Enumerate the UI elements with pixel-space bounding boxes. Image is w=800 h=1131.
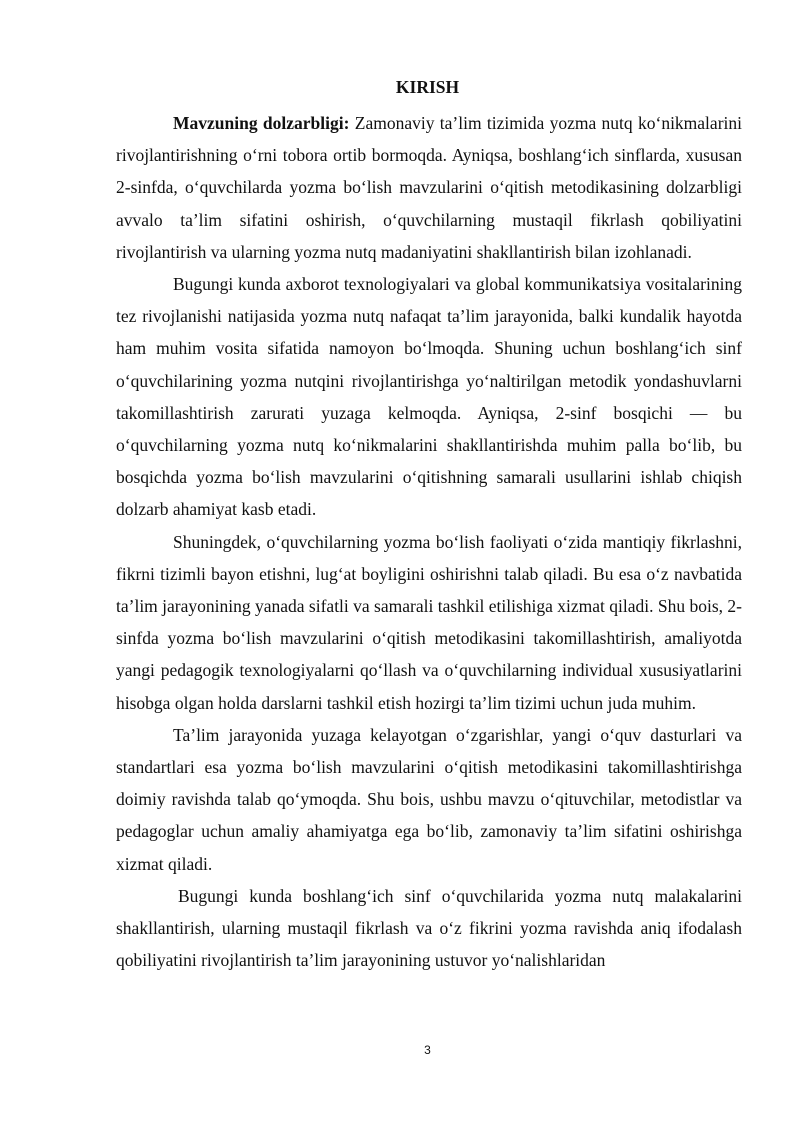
paragraph-standards: Ta’lim jarayonida yuzaga kelayotgan o‘zgarishlar, yangi o‘quv dasturlari va standartlari esa yozma bo‘lish mavzularini o‘qitish metodikasini takomillashtirishga doimiy ravishda talab qo‘ymoqda. Shu bois, ushbu mavzu o‘qituvchilar, metodistlar va pedagoglar uchun amaliy ahamiyatga ega bo‘lib, zamonaviy ta’lim sifatini oshirishga xizmat qiladi. xyxy=(116,724,742,874)
section-heading: KIRISH xyxy=(395,77,460,97)
paragraph-relevance xyxy=(116,107,742,268)
paragraph-text: Zamonaviy ta’lim tizimida yozma nutq ko‘nikmalarini rivojlantirishning o‘rni tobora ortib bormoqda. Ayniqsa, boshlang‘ich sinflarda, xususan 2-sinfda, o‘quvchilarda yozma bo‘lish mavzularini o‘qitish metodikasining dolzarbligi avvalo ta’lim sifatini oshirish, o‘quvchilarning mustaqil fikrlash qobiliyatini rivojlantirish va ularning yozma nutq madaniyatini shakllantirish bilan izohlanadi. xyxy=(116,113,742,262)
paragraph-lead: Mavzuning dolzarbligi: xyxy=(173,113,350,133)
paragraph-thinking: Shuningdek, o‘quvchilarning yozma bo‘lish faoliyati o‘zida mantiqiy fikrlashni, fikrni tizimli bayon etishni, lug‘at boyligini oshirishni talab qiladi. Bu esa o‘z navbatida ta’lim jarayonining yanada sifatli va samarali tashkil etilishiga xizmat qiladi. Shu bois, 2-sinfda yozma bo‘lish mavzularini o‘qitish metodikasini takomillashtirish, amaliyotda yangi pedagogik texnologiyalarni qo‘llash va o‘quvchilarning individual xususiyatlarini hisobga olgan holda darslarni tashkil etish hozirgi ta’lim tizimi uchun juda muhim. xyxy=(116,531,742,713)
body-text xyxy=(116,107,742,976)
page-number: 3 xyxy=(424,1043,431,1057)
paragraph-priority: Bugungi kunda boshlang‘ich sinf o‘quvchilarida yozma nutq malakalarini shakllantirish, ularning mustaqil fikrlash va o‘z fikrini yozma ravishda aniq ifodalash qobiliyatini rivojlantirish ta’lim jarayonining ustuvor yo‘nalishlaridan xyxy=(116,885,742,971)
paragraph-technology: Bugungi kunda axborot texnologiyalari va global kommunikatsiya vositalarining tez rivojlanishi natijasida yozma nutq nafaqat ta’lim jarayonida, balki kundalik hayotda ham muhim vosita sifatida namoyon bo‘lmoqda. Shuning uchun boshlang‘ich sinf o‘quvchilarining yozma nutqini rivojlantirishga yo‘naltirilgan metodik yondashuvlarni takomillashtirish zarurati yuzaga kelmoqda. Ayniqsa, 2-sinf bosqichi — bu o‘quvchilarning yozma nutq ko‘nikmalarini shakllantirishda muhim palla bo‘lib, bu bosqichda yozma bo‘lish mavzularini o‘qitishning samarali usullarini ishlab chiqish dolzarb ahamiyat kasb etadi. xyxy=(116,274,742,520)
